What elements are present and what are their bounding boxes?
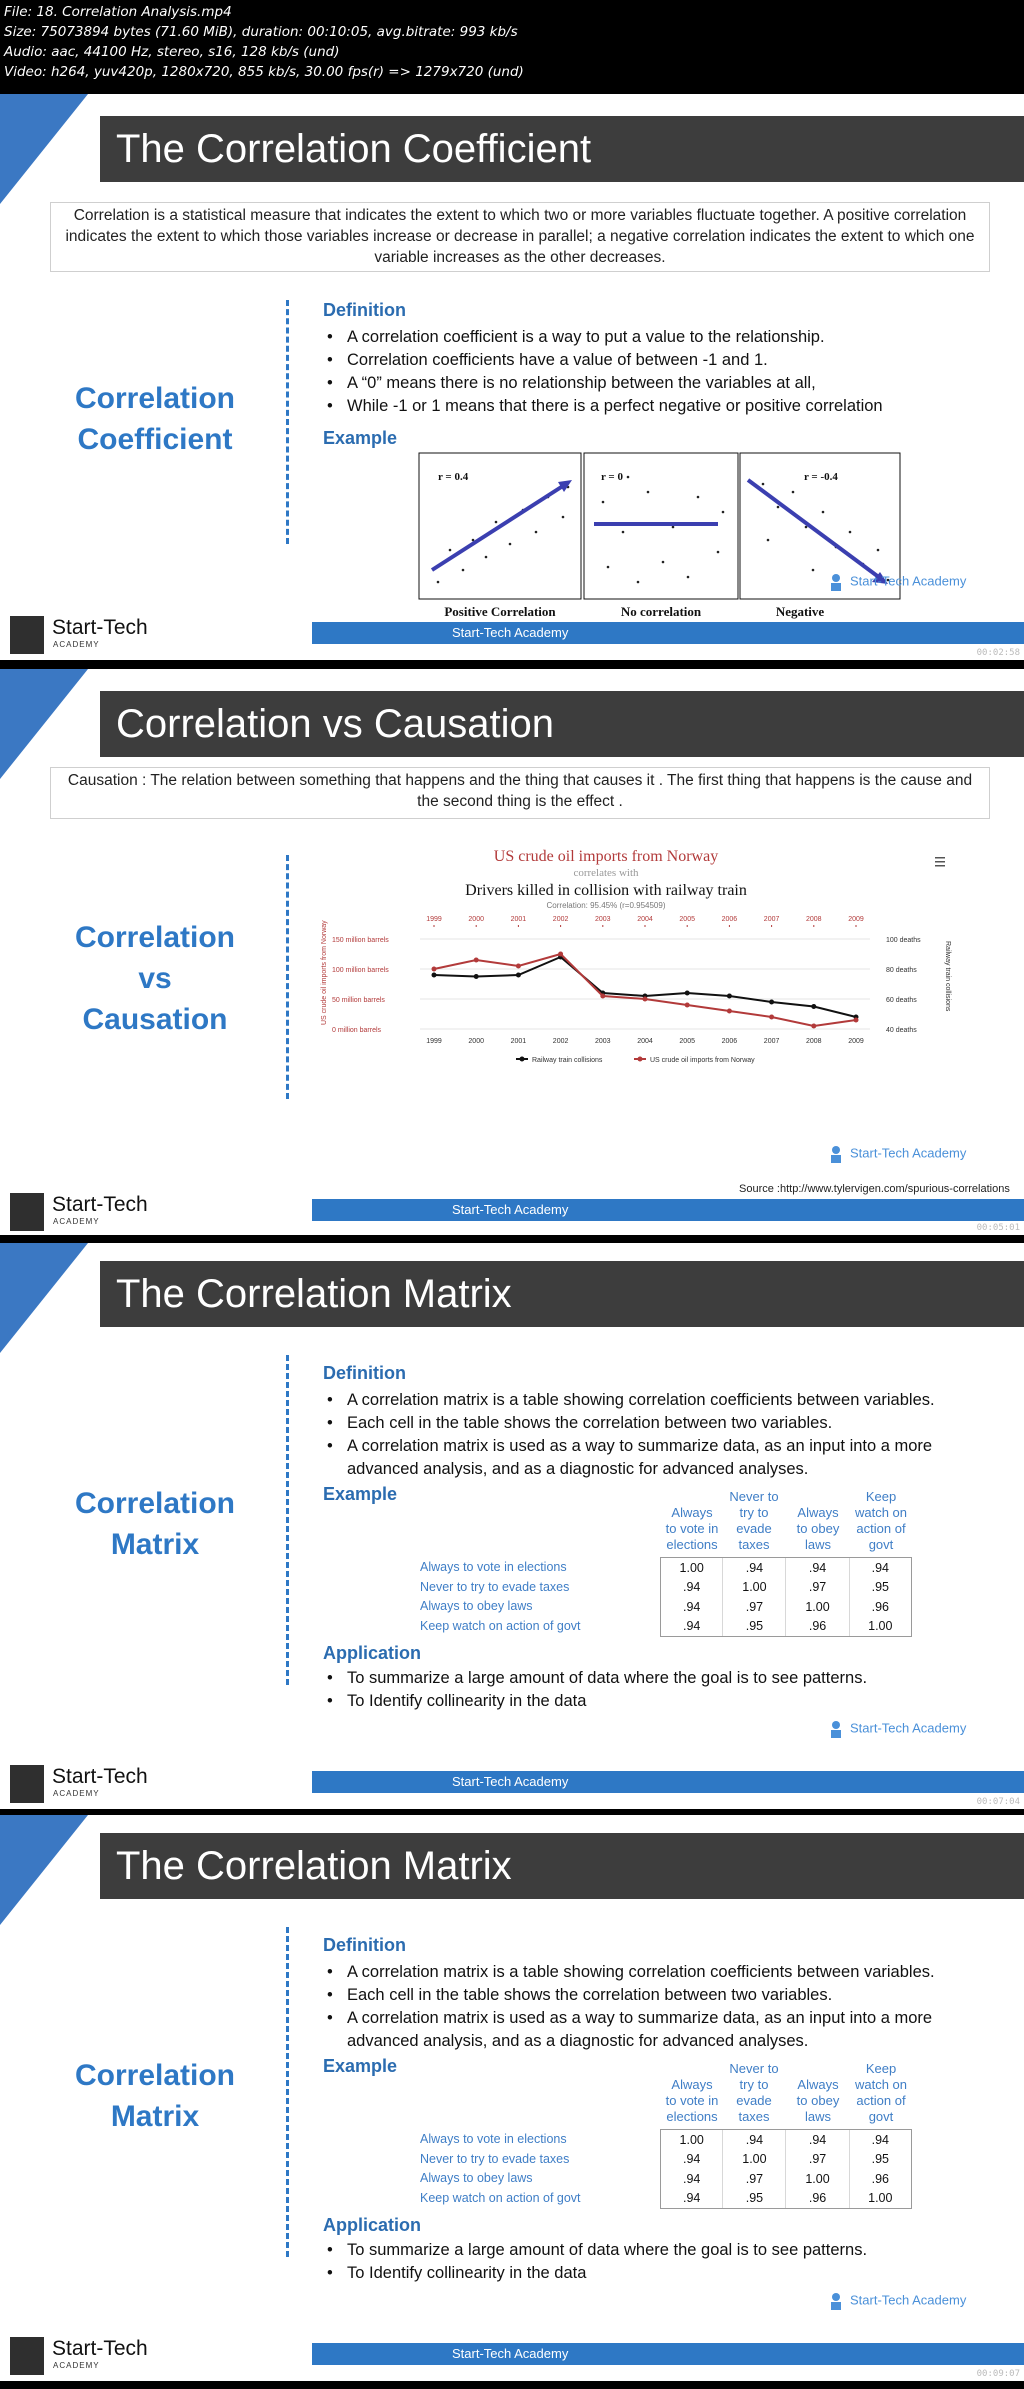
dashed-divider — [286, 1355, 289, 1685]
x-tick-label: 2004 — [637, 1038, 653, 1045]
matrix-cell: .96 — [786, 2189, 849, 2209]
matrix-cell: .97 — [786, 2150, 849, 2170]
x-tick-label: 2000 — [468, 1038, 484, 1045]
watermark — [826, 1144, 966, 1164]
matrix-col-header — [788, 2077, 848, 2125]
slide-title: Correlation vs Causation — [100, 691, 1024, 757]
matrix-cell: .94 — [661, 2169, 723, 2189]
meta-video: Video: h264, yuv420p, 1280x720, 855 kb/s, 30.00 fps(r) => 1279x720 (und) — [4, 64, 524, 80]
timestamp: 00:05:01 — [976, 1223, 1020, 1233]
x-tick-label-top: 2005 — [679, 916, 695, 923]
example-heading: Example — [323, 2056, 398, 2076]
legend-marker — [638, 1057, 643, 1062]
row-label: Always to obey laws — [420, 2171, 533, 2185]
matrix-cell: .97 — [786, 1578, 849, 1598]
slide-correlation-coefficient — [0, 94, 1024, 660]
list-item: • A correlation matrix is a table showing correlation coefficients between variables. — [323, 1389, 993, 1412]
matrix-col-header — [850, 1489, 912, 1553]
intro-box: Causation : The relation between something that happens and the thing that causes it . The first thing that happens is the cause and the second thing is the effect . — [50, 767, 990, 819]
x-tick-label: 2002 — [552, 1038, 569, 1045]
chart-title: US crude oil imports from Norway — [493, 848, 719, 865]
left-tick-label: 100 million barrels — [332, 967, 389, 974]
list-item: • To summarize a large amount of data where the goal is to see patterns. — [323, 2239, 993, 2262]
x-tick-label: 2006 — [721, 1038, 738, 1045]
academy-logo-icon — [826, 2291, 846, 2311]
side-label-line2: Matrix — [110, 1528, 200, 1561]
meta-audio: Audio: aac, 44100 Hz, stereo, s16, 128 kb/s (und) — [4, 44, 340, 60]
series-point — [432, 973, 437, 978]
series-point — [685, 991, 690, 996]
chart-plot-area — [321, 916, 951, 1064]
table-row — [661, 1597, 911, 1617]
definition-list — [323, 326, 1013, 418]
watermark-text: Start-Tech Academy — [850, 1720, 967, 1736]
table-row — [661, 1558, 911, 1578]
matrix-cell: .94 — [871, 1560, 889, 1575]
x-tick-label-top: 2007 — [763, 916, 780, 923]
col-header-line: Keep — [865, 2061, 897, 2076]
matrix-col-header — [662, 1505, 722, 1553]
right-axis-title: Railway train collisions — [944, 941, 951, 1012]
matrix-cell: .96 — [871, 2171, 889, 2186]
legend-label: US crude oil imports from Norway — [650, 1057, 755, 1064]
academy-logo-icon — [826, 1144, 846, 1164]
timestamp: 00:09:07 — [976, 2369, 1020, 2379]
col-header-line: to obey — [796, 1521, 840, 1536]
series-point — [811, 1024, 816, 1029]
matrix-cell: 1.00 — [723, 1578, 786, 1598]
list-item: • To Identify collinearity in the data — [323, 1690, 993, 1713]
matrix-cell: .94 — [661, 2150, 723, 2170]
list-item: • A correlation matrix is used as a way to summarize data, as an input into a more advanced analysis, and as a diagnostic for advanced analyses. — [323, 1435, 993, 1481]
dashed-divider — [286, 1927, 289, 2257]
row-label: Never to try to evade taxes — [420, 1579, 570, 1594]
intro-box: Correlation is a statistical measure that indicates the extent to which two or more variables fluctuate together. A positive correlation indicates the extent to which those variables increase or decrease in parallel; a negative correlation indicates the extent to which one variable increases as the other decreases. — [50, 202, 990, 272]
side-label — [40, 378, 270, 460]
x-tick-label-top: 1999 — [426, 916, 442, 923]
application-list — [323, 2239, 993, 2285]
matrix-col-header — [850, 2061, 912, 2125]
caption-none: No correlation — [620, 604, 702, 619]
x-tick-label: 2005 — [679, 1038, 695, 1045]
hamburger-menu-icon[interactable] — [935, 857, 945, 867]
series-point — [558, 952, 563, 957]
accent-triangle — [0, 94, 88, 204]
x-tick-label-top: 2004 — [637, 916, 653, 923]
matrix-row-labels — [420, 2130, 581, 2208]
left-tick-label: 0 million barrels — [332, 1027, 382, 1034]
brand-sub: ACADEMY — [53, 2361, 100, 2370]
x-tick-label: 1999 — [426, 1038, 442, 1045]
matrix-cell: .96 — [786, 1617, 849, 1637]
series-point — [769, 1000, 774, 1005]
list-item: • To summarize a large amount of data where the goal is to see patterns. — [323, 1667, 993, 1690]
left-tick-label: 50 million barrels — [332, 997, 385, 1004]
video-metadata — [0, 0, 1024, 92]
col-header-line: Never to — [729, 2061, 779, 2076]
x-tick-label-top: 2009 — [848, 916, 864, 923]
watermark — [826, 572, 966, 592]
x-tick-label-top: 2002 — [552, 916, 569, 923]
list-item: • A correlation matrix is used as a way to summarize data, as an input into a more advanced analysis, and as a diagnostic for advanced analyses. — [323, 2007, 993, 2053]
matrix-col-header — [726, 1489, 782, 1553]
row-label: Always to vote in elections — [420, 2132, 567, 2146]
side-label-line2: vs — [138, 962, 172, 995]
col-header-line: Never to — [729, 1489, 779, 1504]
left-axis-title: US crude oil imports from Norway — [321, 920, 328, 1025]
col-header-line: to vote in — [665, 1521, 719, 1536]
matrix-cell: .94 — [723, 1558, 786, 1578]
list-item: • Each cell in the table shows the correlation between two variables. — [323, 1412, 993, 1435]
row-label: Keep watch on action of govt — [420, 1618, 581, 1633]
brand-name: Start-Tech — [52, 2337, 148, 2360]
side-label-line2: Coefficient — [77, 423, 233, 456]
right-tick-label: 100 deaths — [886, 937, 921, 944]
brand-sub: ACADEMY — [53, 640, 100, 649]
col-header-line: Always — [797, 1505, 839, 1520]
col-header-line: action of — [856, 1521, 906, 1536]
definition-list — [323, 1961, 993, 2053]
timestamp: 00:07:04 — [976, 1797, 1020, 1807]
side-label-line1: Correlation — [74, 382, 236, 415]
matrix-cell: 1.00 — [849, 2189, 911, 2209]
list-item: • Each cell in the table shows the correlation between two variables. — [323, 1984, 993, 2007]
matrix-col-header — [726, 2061, 782, 2125]
matrix-cell: .94 — [661, 1578, 723, 1598]
matrix-cell: .95 — [871, 1580, 889, 1595]
application-heading: Application — [323, 2215, 421, 2235]
bottom-bar: Start-Tech Academy — [312, 622, 1024, 644]
brand-logo-icon — [10, 2337, 44, 2375]
matrix-grid — [660, 2129, 912, 2209]
col-header-line: try to — [739, 2077, 769, 2092]
left-tick-label: 150 million barrels — [332, 937, 389, 944]
x-tick-label: 2009 — [848, 1038, 864, 1045]
accent-triangle — [0, 1815, 88, 1925]
col-header-line: taxes — [738, 2109, 770, 2124]
definition-heading: Definition — [323, 1363, 406, 1383]
col-header-line: Always — [671, 1505, 713, 1520]
bottom-bar: Start-Tech Academy — [312, 2343, 1024, 2365]
matrix-cell: 1.00 — [723, 2150, 786, 2170]
table-row — [661, 1578, 911, 1598]
col-header-line: evade — [736, 1521, 772, 1536]
meta-file: File: 18. Correlation Analysis.mp4 — [4, 4, 232, 20]
col-header-line: govt — [868, 2109, 894, 2124]
table-row — [661, 2169, 911, 2189]
slide-correlation-matrix-repeat — [0, 1815, 1024, 2381]
series-line — [434, 957, 856, 1017]
matrix-cell: 1.00 — [661, 2130, 723, 2150]
example-heading: Example — [323, 428, 398, 448]
side-label-line1: Correlation — [74, 2059, 236, 2092]
matrix-cell: 1.00 — [661, 1558, 723, 1578]
side-label-line3: Causation — [82, 1003, 228, 1036]
chart-subtitle: Drivers killed in collision with railway train — [465, 882, 747, 899]
series-point — [727, 1009, 732, 1014]
col-header-line: elections — [666, 1537, 718, 1552]
col-header-line: watch on — [854, 2077, 908, 2092]
series-point — [769, 1015, 774, 1020]
watermark — [826, 1719, 966, 1739]
matrix-col-header — [788, 1505, 848, 1553]
matrix-grid — [660, 1557, 912, 1637]
side-label-line2: Matrix — [110, 2100, 200, 2133]
series-point — [474, 958, 479, 963]
right-tick-label: 80 deaths — [886, 967, 917, 974]
brand-sub: ACADEMY — [53, 1217, 100, 1226]
matrix-cell: 1.00 — [849, 1617, 911, 1637]
col-header-line: Always — [797, 2077, 839, 2092]
r-label-none: r = 0 — [601, 471, 623, 483]
series-point — [432, 967, 437, 972]
x-tick-label: 2001 — [510, 1038, 527, 1045]
definition-heading: Definition — [323, 300, 406, 320]
academy-logo-icon — [826, 572, 846, 592]
series-point — [685, 1003, 690, 1008]
list-item: • While -1 or 1 means that there is a perfect negative or positive correlation — [323, 395, 1013, 418]
matrix-cell: .94 — [661, 1617, 723, 1637]
watermark-text: Start-Tech Academy — [850, 2292, 967, 2308]
col-header-line: laws — [804, 1537, 831, 1552]
matrix-col-header — [662, 2077, 722, 2125]
col-header-line: try to — [739, 1505, 769, 1520]
spurious-correlation-chart — [321, 841, 956, 1089]
row-label: Always to vote in elections — [420, 1560, 567, 1574]
academy-logo-icon — [826, 1719, 846, 1739]
watermark-text: Start-Tech Academy — [850, 573, 967, 589]
list-item: • Correlation coefficients have a value of between -1 and 1. — [323, 349, 1013, 372]
slide-title: The Correlation Matrix — [100, 1833, 1024, 1899]
table-row — [661, 2150, 911, 2170]
dashed-divider — [286, 300, 289, 544]
series-point — [811, 1004, 816, 1009]
chart-correlates-with: correlates with — [573, 867, 639, 879]
watermark — [826, 2291, 966, 2311]
col-header-line: taxes — [738, 1537, 770, 1552]
dashed-divider — [286, 855, 289, 1099]
matrix-cell: .94 — [661, 2189, 723, 2209]
col-header-line: Always — [671, 2077, 713, 2092]
x-tick-label-top: 2003 — [595, 916, 611, 923]
matrix-cell: .97 — [723, 2169, 786, 2189]
right-tick-label: 60 deaths — [886, 997, 917, 1004]
x-tick-label: 2003 — [595, 1038, 611, 1045]
series-line — [434, 954, 856, 1026]
slide-correlation-vs-causation — [0, 669, 1024, 1235]
legend-marker — [520, 1057, 525, 1062]
matrix-row-labels — [420, 1558, 581, 1636]
slide-title: The Correlation Matrix — [100, 1261, 1024, 1327]
application-list — [323, 1667, 993, 1713]
side-label-line1: Correlation — [74, 921, 236, 954]
matrix-cell: .97 — [723, 1597, 786, 1617]
col-header-line: govt — [868, 1537, 894, 1552]
legend-label: Railway train collisions — [532, 1057, 603, 1064]
matrix-cell: .95 — [871, 2152, 889, 2167]
matrix-cell: .94 — [786, 1558, 849, 1578]
definition-list — [323, 1389, 993, 1481]
series-point — [600, 994, 605, 999]
series-point — [474, 974, 479, 979]
caption-positive: Positive Correlation — [444, 604, 556, 619]
brand-logo-icon — [10, 1193, 44, 1231]
matrix-cell: .94 — [723, 2130, 786, 2150]
matrix-cell: .95 — [723, 1617, 786, 1637]
brand-name: Start-Tech — [52, 1193, 148, 1216]
series-point — [854, 1018, 859, 1023]
right-tick-label: 40 deaths — [886, 1027, 917, 1034]
caption-negative: Negative — [775, 604, 825, 619]
brand-logo-icon — [10, 616, 44, 654]
col-header-line: Keep — [865, 1489, 897, 1504]
side-label — [40, 2055, 270, 2137]
list-item: • A correlation matrix is a table showing correlation coefficients between variables. — [323, 1961, 993, 1984]
side-label — [40, 917, 270, 1040]
slide-correlation-matrix — [0, 1243, 1024, 1809]
matrix-cell: .95 — [723, 2189, 786, 2209]
col-header-line: to obey — [796, 2093, 840, 2108]
x-tick-label: 2007 — [763, 1038, 780, 1045]
list-item: • To Identify collinearity in the data — [323, 2262, 993, 2285]
table-row — [661, 1617, 911, 1637]
x-tick-label-top: 2006 — [721, 916, 738, 923]
chart-correlation-text: Correlation: 95.45% (r=0.954509) — [546, 901, 666, 910]
source-link[interactable]: Source :http://www.tylervigen.com/spurious-correlations — [739, 1183, 1010, 1195]
watermark-text: Start-Tech Academy — [850, 1145, 967, 1161]
col-header-line: evade — [736, 2093, 772, 2108]
brand-sub: ACADEMY — [53, 1789, 100, 1798]
bottom-bar: Start-Tech Academy — [312, 1199, 1024, 1221]
meta-size: Size: 75073894 bytes (71.60 MiB), duration: 00:10:05, avg.bitrate: 993 kb/s — [4, 24, 518, 40]
matrix-cell: .94 — [661, 1597, 723, 1617]
bottom-bar: Start-Tech Academy — [312, 1771, 1024, 1793]
row-label: Always to obey laws — [420, 1599, 533, 1613]
r-label-negative: r = -0.4 — [804, 471, 838, 483]
timestamp: 00:02:58 — [976, 648, 1020, 658]
col-header-line: laws — [804, 2109, 831, 2124]
series-point — [516, 964, 521, 969]
accent-triangle — [0, 1243, 88, 1353]
brand-logo-icon — [10, 1765, 44, 1803]
col-header-line: watch on — [854, 1505, 908, 1520]
x-tick-label-top: 2008 — [806, 916, 822, 923]
table-row — [661, 2189, 911, 2209]
row-label: Never to try to evade taxes — [420, 2151, 570, 2166]
series-point — [727, 994, 732, 999]
matrix-cell: .94 — [786, 2130, 849, 2150]
col-header-line: action of — [856, 2093, 906, 2108]
brand-name: Start-Tech — [52, 616, 148, 639]
application-heading: Application — [323, 1643, 421, 1663]
r-label-positive: r = 0.4 — [438, 471, 469, 483]
row-label: Keep watch on action of govt — [420, 2190, 581, 2205]
side-label-line1: Correlation — [74, 1487, 236, 1520]
col-header-line: elections — [666, 2109, 718, 2124]
brand-name: Start-Tech — [52, 1765, 148, 1788]
example-heading: Example — [323, 1484, 398, 1504]
accent-triangle — [0, 669, 88, 779]
matrix-cell: 1.00 — [786, 1597, 849, 1617]
x-tick-label-top: 2001 — [510, 916, 527, 923]
side-label — [40, 1483, 270, 1565]
slide-title: The Correlation Coefficient — [100, 116, 1024, 182]
table-row — [661, 2130, 911, 2150]
list-item: • A correlation coefficient is a way to put a value to the relationship. — [323, 326, 1013, 349]
series-point — [516, 973, 521, 978]
series-point — [643, 997, 648, 1002]
matrix-cell: 1.00 — [786, 2169, 849, 2189]
matrix-cell: .96 — [871, 1599, 889, 1614]
x-tick-label: 2008 — [806, 1038, 822, 1045]
col-header-line: to vote in — [665, 2093, 719, 2108]
list-item: • A “0” means there is no relationship between the variables at all, — [323, 372, 1013, 395]
matrix-cell: .94 — [871, 2132, 889, 2147]
definition-heading: Definition — [323, 1935, 406, 1955]
x-tick-label-top: 2000 — [468, 916, 484, 923]
